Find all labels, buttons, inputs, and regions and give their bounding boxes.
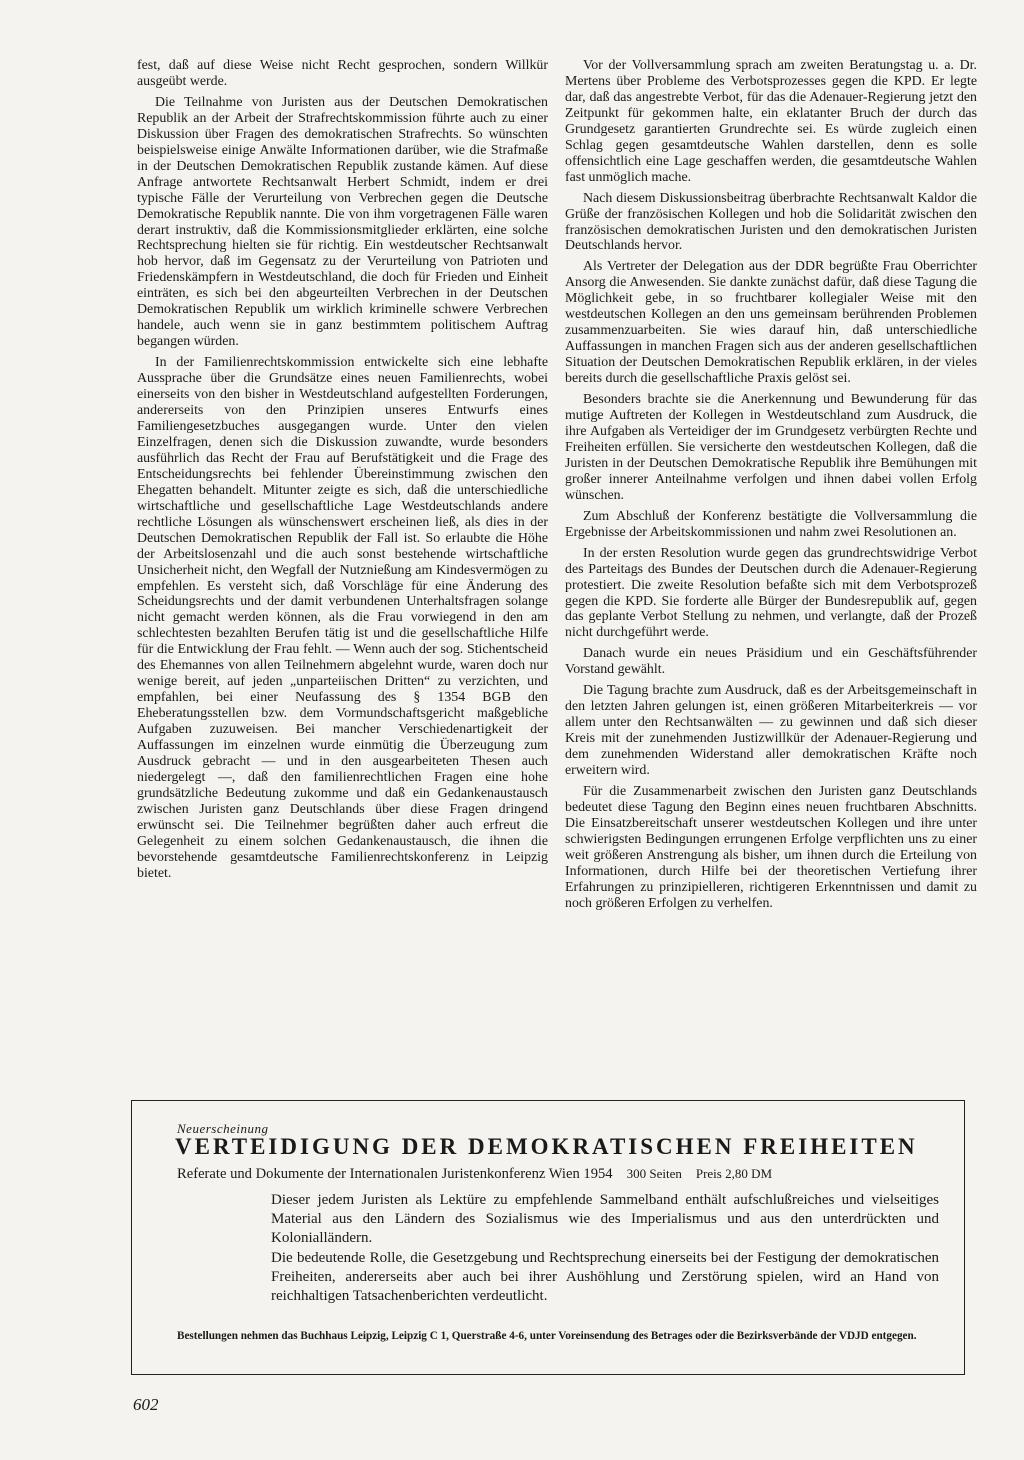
paragraph: In der ersten Resolution wurde gegen das grundrechtswidrige Verbot des Parteitags des Bundes der Deutschen durch die Adenauer-Regierung protestiert. Die zweite Resolution befaßte sich mit dem Verbotsprozeß gegen die KPD. Sie forderte alle Bürger der Bundesrepublik auf, gegen das geplante Verbot Stellung zu nehmen, und verlangte, daß der Prozeß nicht durchgeführt werde. <box>565 545 977 641</box>
ad-description <box>271 1191 939 1306</box>
paragraph: Die Tagung brachte zum Ausdruck, daß es der Arbeitsgemeinschaft in den letzten Jahren gelungen ist, einen größeren Mitarbeiterkreis — vor allem unter den Rechtsanwälten — zu gewinnen und daß sich dieser Kreis mit der zunehmenden Justizwillkür der Adenauer-Regierung und dem zunehmenden Widerstand aller demokratischen Kräfte noch erweitern wird. <box>565 683 977 779</box>
left-text-column <box>137 58 548 887</box>
ad-subtitle-line <box>177 1166 772 1183</box>
ad-paragraph: Dieser jedem Juristen als Lektüre zu empfehlende Sammelband enthält aufschlußreiches und vielseitiges Material aus den Ländern des Sozialismus wie des Imperialismus und aus den unterdrückten und Kolonialländern. <box>271 1192 939 1247</box>
ad-price: Preis 2,80 DM <box>695 1166 773 1181</box>
paragraph: In der Familienrechtskommission entwickelte sich eine lebhafte Aussprache über die Grundsätze eines neuen Familienrechts, wobei einerseits von den bisher in Westdeutschland aufgestellten Forderungen, andererseits von den Prinzipien unseres Entwurfs eines Familiengesetzbuches ausgegangen wurde. Unter den vielen Einzelfragen, denen sich die Diskussion zuwandte, wurde besonders ausführlich das Recht der Frau auf Berufstätigkeit und die Frage des Entscheidungsrechts bei fehlender Übereinstimmung zwischen den Ehegatten behandelt. Mitunter zeigte es sich, daß die unterschiedliche wirtschaftliche und gesellschaftliche Lage Westdeutschlands andere rechtliche Lösungen als wünschenswert erscheinen ließ, als dies in der Deutschen Demokratischen Republik der Fall ist. So erlaubte die Höhe der Arbeitslosenzahl und die auch sonst bestehende wirtschaftliche Unsicherheit nicht, den Wegfall der Nutznießung am Kindesvermögen zu empfehlen. Es versteht sich, daß Vorschläge für eine Änderung des Scheidungsrechts und der damit verbundenen Unterhaltsfragen solange nicht gemacht werden können, als die Frau vorwiegend in den am schlechtesten bezahlten Berufen tätig ist und die gesellschaftliche Hilfe für die Entwicklung der Frau fehlt. — Wenn auch der sog. Stichentscheid des Ehemannes von allen Teilnehmern abgelehnt wurde, waren doch nur wenige bereit, auf jeden „unparteiischen Dritten“ zu verzichten, und empfahlen, bei einer Neufassung des § 1354 BGB den Eheberatungsstellen bzw. dem Vormundschaftsgericht maßgebliche Aufgaben zuzuweisen. Bei mancher Verschiedenartigkeit der Auffassungen im einzelnen wurde einmütig die Überzeugung zum Ausdruck gebracht — und in den ausgearbeiteten Thesen auch niedergelegt —, daß den familienrechtlichen Fragen eine hohe grundsätzliche Bedeutung zukomme und daß ein Gedankenaustausch zwischen Juristen ganz Deutschlands über diese Fragen dringend erwünscht sei. Die Teilnehmer begrüßten daher auch erfreut die Gelegenheit zu einem solchen Gedankenaustausch, die ihnen die bevorstehende gesamtdeutsche Familienrechtskonferenz in Leipzig bietet. <box>137 355 548 881</box>
paragraph: Die Teilnahme von Juristen aus der Deutschen Demokratischen Republik an der Arbeit der Strafrechtskommission führte auch zu einer Diskussion über Fragen des demokratischen Strafrechts. So wünschten beispielsweise einige Anwälte Informationen darüber, wie die Strafmaße in der Deutschen Demokratischen Republik zustande kämen. Auf diese Anfrage antwortete Rechtsanwalt Herbert Schmidt, indem er drei typische Fälle der Verurteilung von Verbrechen gegen die Deutsche Demokratische Republik nannte. Die von ihm vorgetragenen Fälle waren derart instruktiv, daß die Kommissionsmitglieder erklärten, eine solche Rechtsprechung hielten sie für richtig. Ein westdeutscher Rechtsanwalt hob hervor, daß im Gegensatz zu der Verurteilung von Patrioten und Friedenskämpfern in Westdeutschland, die doch für Frieden und Einheit einträten, es sich bei den abgeurteilten Verbrechen in der Deutschen Demokratischen Republik um wirklich kriminelle schwere Verbrechen handele, auch wenn sie in ganz bestimmtem politischem Auftrag begangen würden. <box>137 94 548 350</box>
ad-subtitle: Referate und Dokumente der Internationalen Juristenkonferenz Wien 1954 <box>177 1166 613 1182</box>
paragraph: Nach diesem Diskussionsbeitrag überbrachte Rechtsanwalt Kaldor die Grüße der französischen Kollegen und hob die Solidarität zwischen den französischen demokratischen Juristen und den demokratischen Juristen Deutschlands hervor. <box>565 190 977 254</box>
paragraph: Besonders brachte sie die Anerkennung und Bewunderung für das mutige Auftreten der Kollegen in Westdeutschland zum Ausdruck, die ihre Aufgaben als Verteidiger der im Grundgesetz verbürgten Rechte und Freiheiten erfüllen. Sie versicherte den westdeutschen Kollegen, daß die Juristen in der Deutschen Demokratische Republik ihre Bemühungen mit großer innerer Anteilnahme verfolgen und ihnen dabei vollen Erfolg wünschen. <box>565 392 977 503</box>
ad-kicker: Neuerscheinung <box>177 1121 269 1136</box>
book-advertisement-box <box>131 1100 965 1375</box>
ad-title: VERTEIDIGUNG DER DEMOKRATISCHEN FREIHEITEN <box>175 1134 918 1159</box>
ad-paragraph: Die bedeutende Rolle, die Gesetzgebung und Rechtsprechung einerseits bei der Festigung der demokratischen Freiheiten, andererseits aber auch bei ihrer Aushöhlung und Zerstörung spielen, wird an Hand von reichhaltigen Tatsachenberichten verdeutlicht. <box>271 1249 939 1305</box>
page-number: 602 <box>133 1395 159 1414</box>
paragraph: Als Vertreter der Delegation aus der DDR begrüßte Frau Oberrichter Ansorg die Anwesenden. Sie dankte zunächst dafür, daß diese Tagung die Möglichkeit gebe, in so fruchtbarer kollegialer Weise mit den westdeutschen Kollegen an den uns gemeinsam berührenden Problemen zusammenzuarbeiten. Sie wies darauf hin, daß unterschiedliche Auffassungen in manchen Fragen sich aus der anderen gesellschaftlichen Situation der Deutschen Demokratischen Republik erklären, in der vieles bereits durch die gesellschaftliche Praxis gelöst sei. <box>565 259 977 387</box>
paragraph: fest, daß auf diese Weise nicht Recht gesprochen, sondern Willkür ausgeübt werde. <box>137 58 548 89</box>
right-text-column <box>565 58 977 917</box>
ad-order-note: Bestellungen nehmen das Buchhaus Leipzig, Leipzig C 1, Querstraße 4-6, unter Voreinsendung des Betrages oder die Bezirksverbände der VDJD entgegen. <box>177 1330 917 1342</box>
ad-pages: 300 Seiten <box>626 1166 682 1181</box>
paragraph: Für die Zusammenarbeit zwischen den Juristen ganz Deutschlands bedeutet diese Tagung den Beginn eines neuen fruchtbaren Abschnitts. Die Einsatzbereitschaft unserer westdeutschen Kollegen und ihre unter schwierigsten Bedingungen errungenen Erfolge verpflichten uns zu einer weit größeren Anstrengung als bisher, um ihnen durch die Erteilung von Informationen, durch Hilfe bei der theoretischen Vertiefung ihrer Erfahrungen zu prinzipielleren, richtigeren Erkenntnissen und damit zu noch größeren Erfolgen zu verhelfen. <box>565 783 977 911</box>
paragraph: Vor der Vollversammlung sprach am zweiten Beratungstag u. a. Dr. Mertens über Probleme des Verbotsprozesses gegen die KPD. Er legte dar, daß das angestrebte Verbot, für das die Adenauer-Regierung jetzt den Zeitpunkt für gekommen halte, ein eklatanter Bruch der durch das Grundgesetz garantierten Grundrechte sei. Es würde zugleich einen Schlag gegen gesamtdeutsche Wahlen darstellen, denn es solle offensichtlich eine Lage geschaffen werden, die gesamtdeutsche Wahlen fast unmöglich mache. <box>565 58 977 185</box>
paragraph: Danach wurde ein neues Präsidium und ein Geschäftsführender Vorstand gewählt. <box>565 646 977 678</box>
paragraph: Zum Abschluß der Konferenz bestätigte die Vollversammlung die Ergebnisse der Arbeitskommissionen und nahm zwei Resolutionen an. <box>565 508 977 540</box>
